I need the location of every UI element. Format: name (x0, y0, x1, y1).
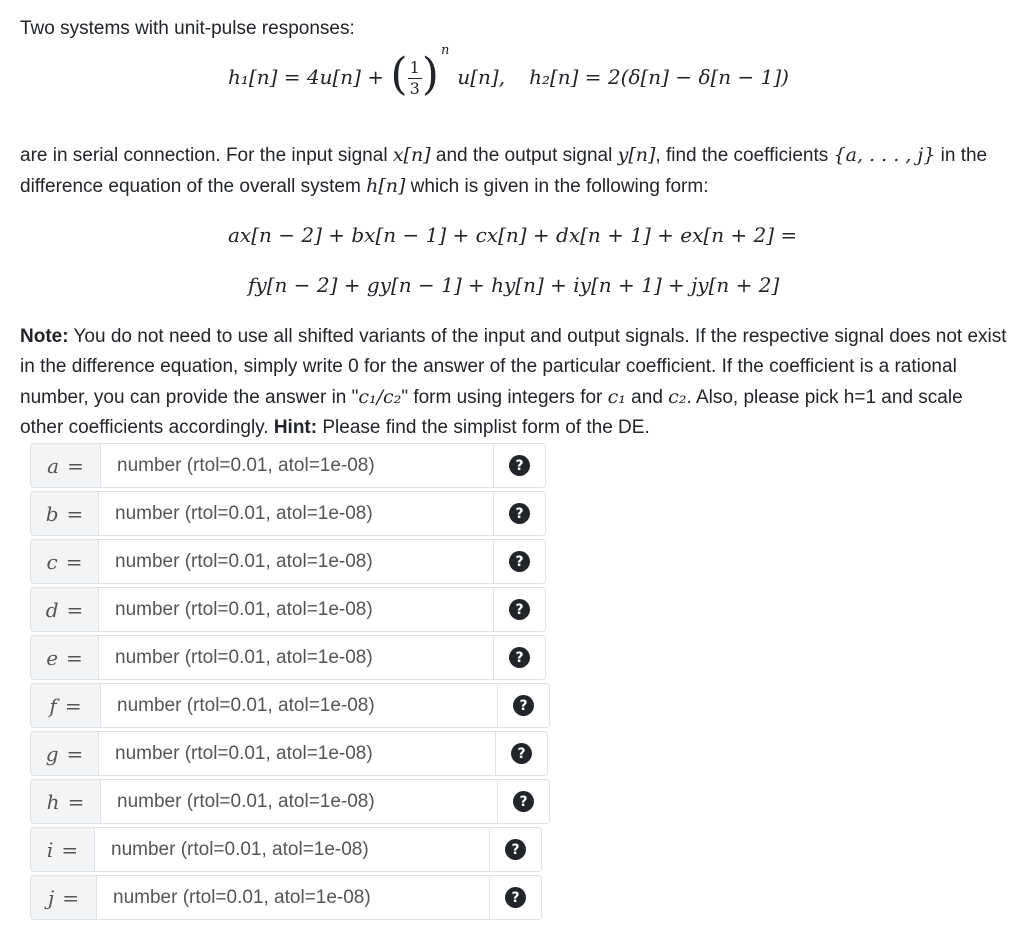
label-i: i = (30, 827, 94, 872)
left-paren: ( (390, 48, 408, 100)
para-text-5: which is given in the following form: (410, 176, 709, 197)
fraction-one-third: $\frac{1}{3}$ (409, 58, 420, 98)
answer-row-g (30, 731, 548, 776)
para-text-4: in the difference equation of the overall system (20, 145, 988, 197)
input-b[interactable]: number (rtol=0.01, atol=1e-08) (98, 491, 494, 536)
input-d[interactable]: number (rtol=0.01, atol=1e-08) (98, 587, 494, 632)
label-b: b = (30, 491, 98, 536)
answer-row-b (30, 491, 546, 536)
label-d: d = (30, 587, 98, 632)
hint-label: Hint: (273, 417, 318, 438)
answer-row-a (30, 443, 546, 488)
answer-row-j (30, 875, 542, 920)
input-a[interactable]: number (rtol=0.01, atol=1e-08) (100, 443, 494, 488)
input-f[interactable]: number (rtol=0.01, atol=1e-08) (100, 683, 498, 728)
h2-equation: h₂[n] = 2(δ[n] − δ[n − 1]) (529, 65, 789, 89)
question-circle-icon: ? (511, 743, 532, 764)
input-e[interactable]: number (rtol=0.01, atol=1e-08) (98, 635, 494, 680)
right-paren: ) (421, 48, 439, 100)
label-c: c = (30, 539, 98, 584)
difference-equation-line-2: fy[n − 2] + gy[n − 1] + hy[n] + iy[n + 1] + jy[n + 2] (248, 273, 780, 297)
label-j: j = (30, 875, 96, 920)
label-a: a = (30, 443, 100, 488)
answer-row-i (30, 827, 542, 872)
intro-text: Two systems with unit-pulse responses: (20, 18, 355, 39)
label-h: h = (30, 779, 100, 824)
label-e: e = (30, 635, 98, 680)
help-button-i[interactable] (490, 827, 542, 872)
help-button-h[interactable] (498, 779, 550, 824)
output-signal-var: y[n] (617, 144, 656, 166)
help-button-d[interactable] (494, 587, 546, 632)
equation-h1-h2 (228, 43, 789, 100)
overall-system-var: h[n] (366, 175, 406, 197)
c1-symbol: c₁ (607, 386, 626, 408)
help-button-g[interactable] (496, 731, 548, 776)
note-text-3: and (625, 387, 669, 408)
label-f: f = (30, 683, 100, 728)
help-button-a[interactable] (494, 443, 546, 488)
question-circle-icon: ? (509, 647, 530, 668)
question-circle-icon: ? (513, 791, 534, 812)
coefficient-set: {a, . . . , j} (833, 144, 936, 166)
difference-equation-line-1: ax[n − 2] + bx[n − 1] + cx[n] + dx[n + 1] + ex[n + 2] = (228, 223, 798, 247)
note-paragraph (20, 322, 1010, 443)
question-circle-icon: ? (505, 887, 526, 908)
help-button-b[interactable] (494, 491, 546, 536)
input-h[interactable]: number (rtol=0.01, atol=1e-08) (100, 779, 498, 824)
label-g: g = (30, 731, 98, 776)
help-button-f[interactable] (498, 683, 550, 728)
question-circle-icon: ? (509, 503, 530, 524)
question-circle-icon: ? (513, 695, 534, 716)
input-c[interactable]: number (rtol=0.01, atol=1e-08) (98, 539, 494, 584)
answer-row-c (30, 539, 546, 584)
h1-lhs: h₁[n] = 4u[n] + (228, 65, 391, 89)
para-text-3: , find the coefficients (655, 145, 829, 166)
answer-row-d (30, 587, 546, 632)
input-j[interactable]: number (rtol=0.01, atol=1e-08) (96, 875, 490, 920)
note-text-2: " form using integers for (401, 387, 608, 408)
problem-paragraph (20, 140, 1010, 202)
note-label: Note: (20, 326, 69, 347)
answer-row-h (30, 779, 550, 824)
help-button-j[interactable] (490, 875, 542, 920)
question-circle-icon: ? (505, 839, 526, 860)
input-i[interactable]: number (rtol=0.01, atol=1e-08) (94, 827, 490, 872)
para-text-1: are in serial connection. For the input signal (20, 145, 388, 166)
c2-symbol: c₂ (668, 386, 687, 408)
help-button-e[interactable] (494, 635, 546, 680)
para-text-2: and the output signal (435, 145, 613, 166)
h1-tail: u[n], (457, 65, 506, 89)
help-button-c[interactable] (494, 539, 546, 584)
note-text-1: You do not need to use all shifted variants of the input and output signals. If the respective signal does not exist in the difference equation, simply write 0 for the answer of the particular coefficient. If the coefficient is a rational number, you can provide the answer in " (20, 326, 1007, 408)
note-text-4: . Also, please pick h=1 and scale other coefficients accordingly. (20, 387, 963, 438)
question-circle-icon: ? (509, 551, 530, 572)
answer-row-e (30, 635, 546, 680)
question-circle-icon: ? (509, 455, 530, 476)
question-circle-icon: ? (509, 599, 530, 620)
exponent-n: n (440, 43, 450, 58)
input-g[interactable]: number (rtol=0.01, atol=1e-08) (98, 731, 496, 776)
c1-over-c2: c₁/c₂ (358, 386, 402, 408)
answer-row-f (30, 683, 550, 728)
input-signal-var: x[n] (392, 144, 431, 166)
hint-text: Please find the simplist form of the DE. (317, 417, 650, 438)
